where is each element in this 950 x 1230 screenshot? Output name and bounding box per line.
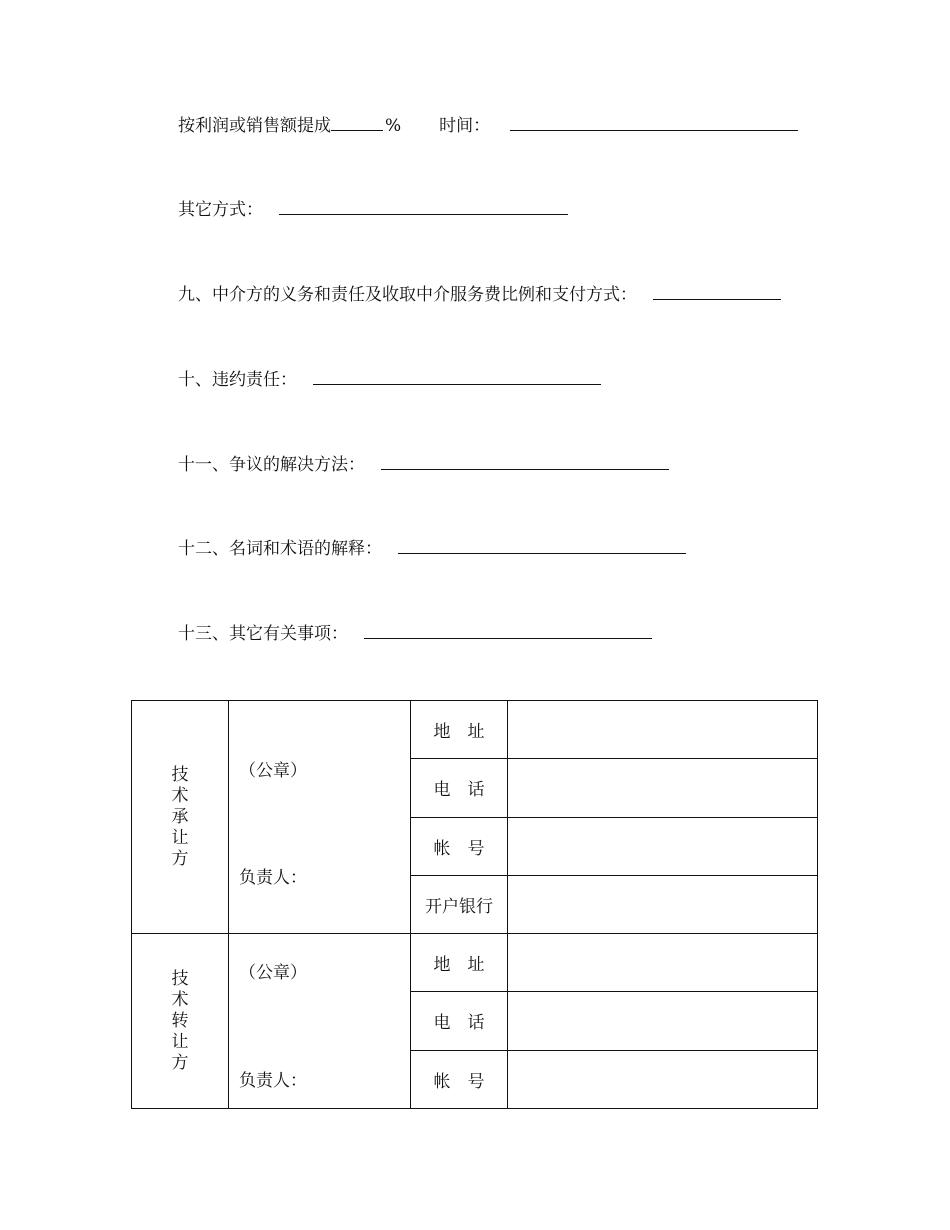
profit-share-line <box>178 114 798 137</box>
party-transferor-label: 技术转让方 <box>171 968 189 1073</box>
transferee-phone-label: 电 话 <box>411 759 508 817</box>
transferor-phone-label: 电 话 <box>411 992 508 1050</box>
transferor-seal-cell[interactable] <box>229 934 411 1109</box>
time-label: 时间： <box>439 116 491 136</box>
other-method-field[interactable] <box>279 198 568 215</box>
item9-line <box>178 283 781 306</box>
transferee-address-label: 地 址 <box>411 701 508 759</box>
transferor-address-field[interactable] <box>508 934 818 992</box>
transferee-seal-label: （公章） <box>239 761 307 781</box>
item13-label: 十三、其它有关事项： <box>178 624 348 644</box>
signature-table <box>131 700 818 1109</box>
transferee-account-field[interactable] <box>508 817 818 875</box>
transferee-bank-field[interactable] <box>508 875 818 933</box>
transferee-bank-label: 开户银行 <box>411 875 508 933</box>
party-transferee-cell <box>132 701 229 934</box>
transferee-rep-label: 负责人： <box>239 868 307 888</box>
item10-line <box>178 368 601 391</box>
item13-line <box>178 622 652 645</box>
transferee-address-field[interactable] <box>508 701 818 759</box>
item9-label: 九、中介方的义务和责任及收取中介服务费比例和支付方式： <box>178 285 637 305</box>
transferee-phone-field[interactable] <box>508 759 818 817</box>
profit-percent-field[interactable] <box>331 114 383 131</box>
transferee-seal-cell[interactable] <box>229 701 411 934</box>
transferor-rep-label: 负责人： <box>239 1071 307 1091</box>
item11-line <box>178 453 669 476</box>
transferor-address-label: 地 址 <box>411 934 508 992</box>
transferee-account-label: 帐 号 <box>411 817 508 875</box>
item12-field[interactable] <box>398 537 686 554</box>
party-transferor-cell <box>132 934 229 1109</box>
item13-field[interactable] <box>364 622 652 639</box>
transferor-phone-field[interactable] <box>508 992 818 1050</box>
item11-field[interactable] <box>381 453 669 470</box>
item10-label: 十、违约责任： <box>178 370 297 390</box>
other-method-line <box>178 198 568 221</box>
transferor-account-field[interactable] <box>508 1050 818 1108</box>
party-transferee-label: 技术承让方 <box>171 764 189 869</box>
item12-line <box>178 537 686 560</box>
time-field[interactable] <box>510 114 798 131</box>
transferor-account-label: 帐 号 <box>411 1050 508 1108</box>
profit-share-label: 按利润或销售额提成 <box>178 116 331 136</box>
item10-field[interactable] <box>313 368 601 385</box>
transferor-seal-label: （公章） <box>239 963 307 983</box>
item9-field[interactable] <box>653 283 781 300</box>
percent-unit: % <box>385 116 402 136</box>
other-method-label: 其它方式： <box>178 200 263 220</box>
item12-label: 十二、名词和术语的解释： <box>178 539 382 559</box>
item11-label: 十一、争议的解决方法： <box>178 455 365 475</box>
